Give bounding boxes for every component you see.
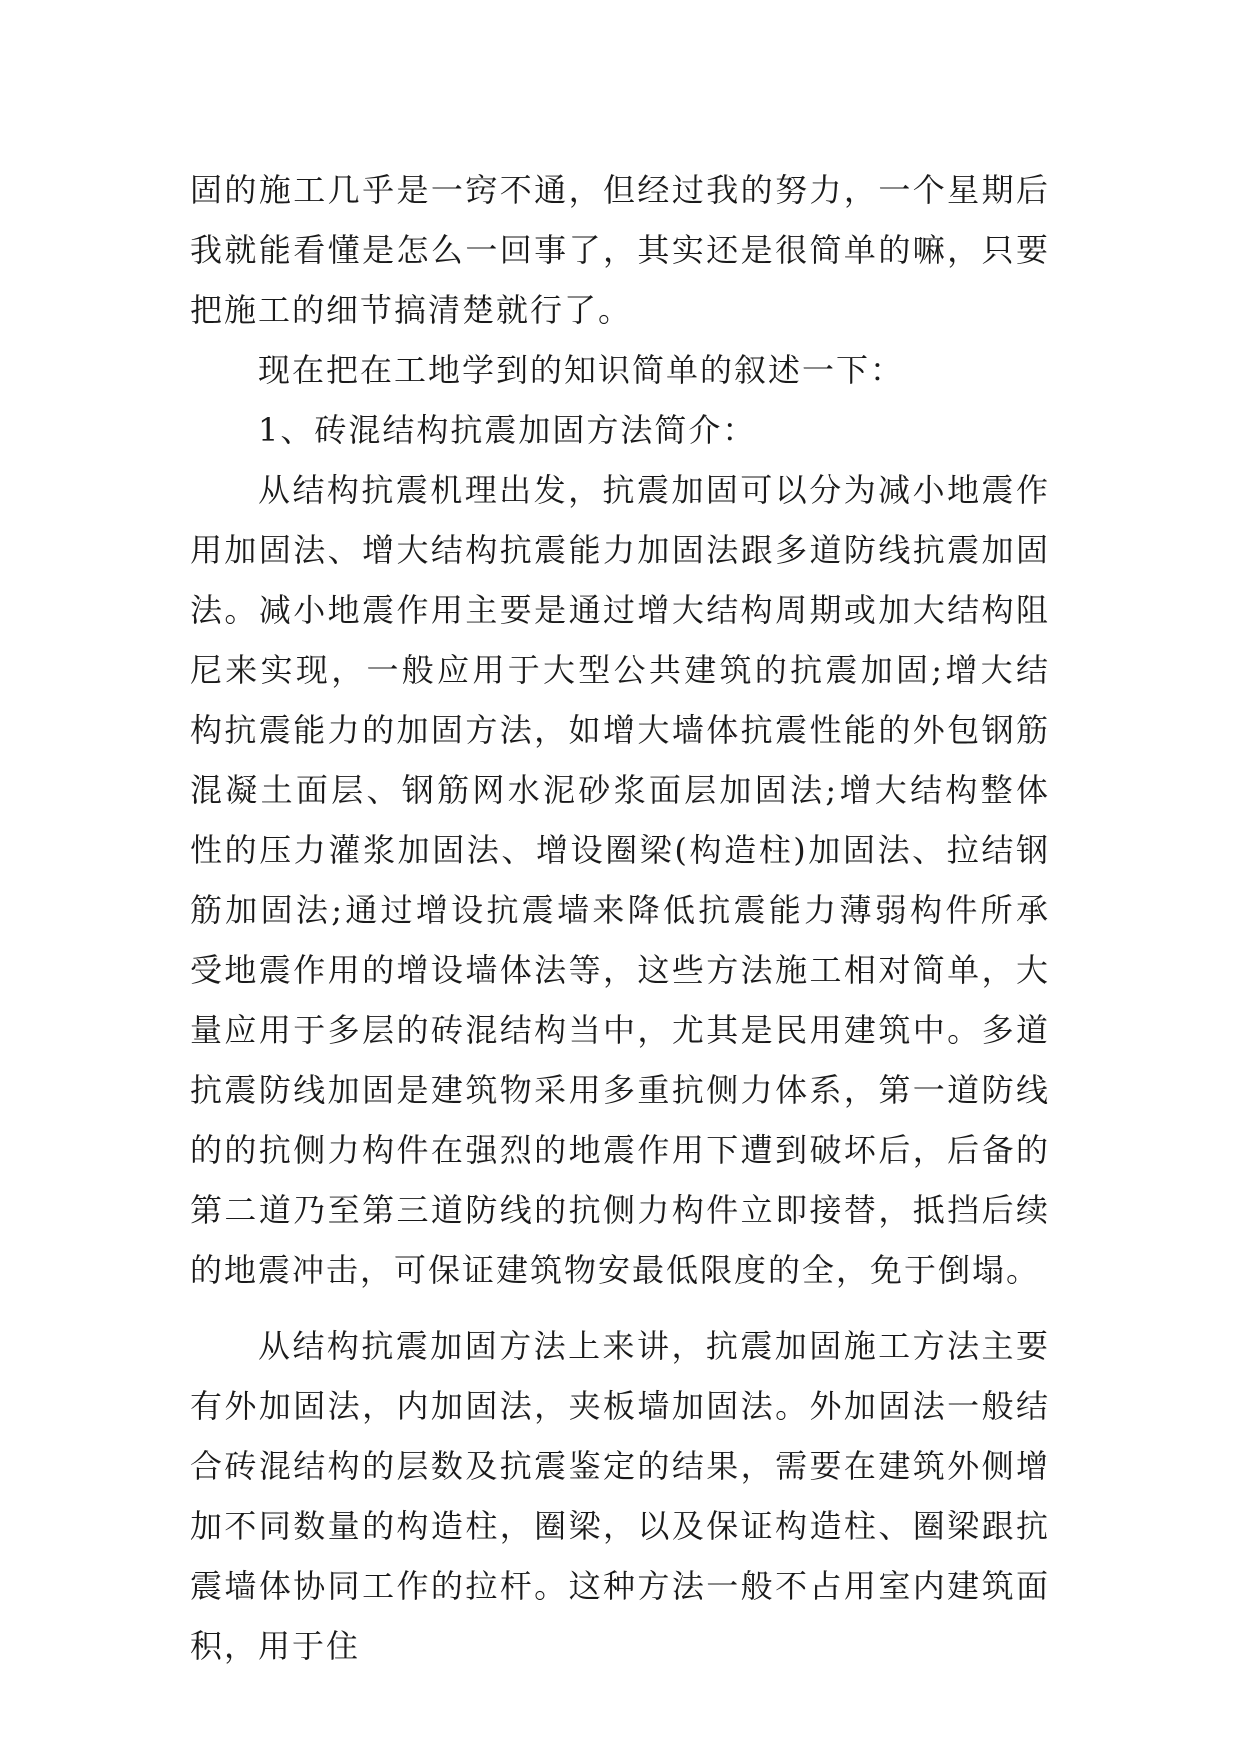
section-heading: 1、砖混结构抗震加固方法简介： <box>258 411 757 449</box>
paragraph-continuation: 固的施工几乎是一窍不通，但经过我的努力，一个星期后我就能看懂是怎么一回事了，其实还是很简单的嘛，只要把施工的细节搞清楚就行了。 <box>190 171 1050 329</box>
body-text <box>190 160 1050 1676</box>
paragraph-intro: 现在把在工地学到的知识简单的叙述一下： <box>258 351 905 389</box>
paragraph-methods: 从结构抗震加固方法上来讲，抗震加固施工方法主要有外加固法，内加固法，夹板墙加固法。外加固法一般结合砖混结构的层数及抗震鉴定的结果，需要在建筑外侧增加不同数量的构造柱，圈梁，以及保证构造柱、圈梁跟抗震墙体协同工作的拉杆。这种方法一般不占用室内建筑面积，用于住 <box>190 1327 1050 1665</box>
paragraph-mechanism: 从结构抗震机理出发，抗震加固可以分为减小地震作用加固法、增大结构抗震能力加固法跟多道防线抗震加固法。减小地震作用主要是通过增大结构周期或加大结构阻尼来实现，一般应用于大型公共建筑的抗震加固;增大结构抗震能力的加固方法，如增大墙体抗震性能的外包钢筋混凝土面层、钢筋网水泥砂浆面层加固法;增大结构整体性的压力灌浆加固法、增设圈梁(构造柱)加固法、拉结钢筋加固法;通过增设抗震墙来降低抗震能力薄弱构件所承受地震作用的增设墙体法等，这些方法施工相对简单，大量应用于多层的砖混结构当中，尤其是民用建筑中。多道抗震防线加固是建筑物采用多重抗侧力体系，第一道防线的的抗侧力构件在强烈的地震作用下遭到破坏后，后备的第二道乃至第三道防线的抗侧力构件立即接替，抵挡后续的地震冲击，可保证建筑物安最低限度的全，免于倒塌。 <box>190 471 1050 1289</box>
